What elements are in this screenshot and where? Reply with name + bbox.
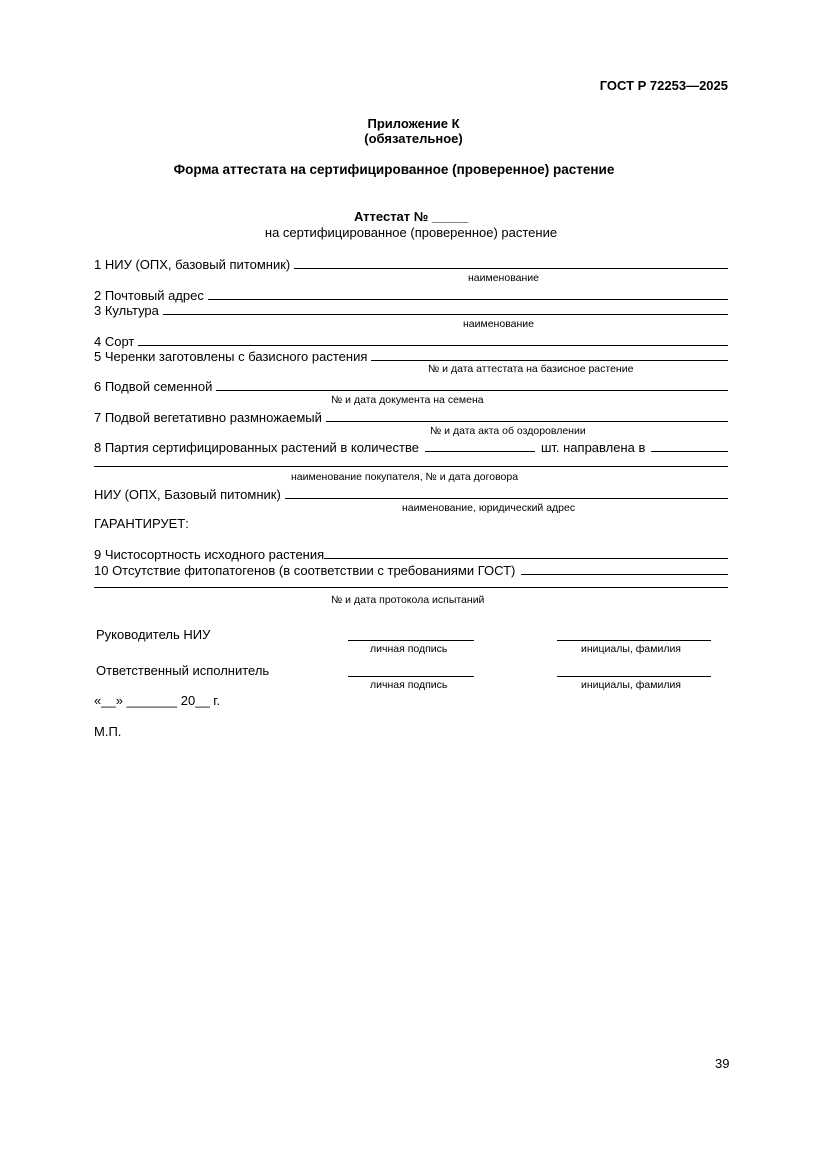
- field-8-row: [94, 439, 728, 455]
- field-10-line[interactable]: [521, 562, 728, 575]
- field-8-middle-text: шт. направлена в: [540, 440, 646, 455]
- field-5-label: 5 Черенки заготовлены с базисного растения: [94, 349, 368, 364]
- executor-sign-hint: личная подпись: [370, 679, 448, 691]
- field-3-label: 3 Культура: [94, 303, 159, 318]
- field-4-line[interactable]: [138, 333, 728, 346]
- guarantees-label: ГАРАНТИРУЕТ:: [94, 516, 189, 531]
- field-8-quantity-line[interactable]: [425, 439, 535, 452]
- field-7-label: 7 Подвой вегетативно размножаемый: [94, 410, 322, 425]
- certificate-subheading: на сертифицированное (проверенное) растение: [264, 225, 558, 240]
- standard-number: ГОСТ Р 72253—2025: [599, 78, 728, 93]
- field-7-line[interactable]: [326, 409, 728, 422]
- head-name-hint: инициалы, фамилия: [581, 643, 681, 655]
- niu-row: [94, 486, 728, 502]
- field-5-hint: № и дата аттестата на базисное растение: [428, 363, 634, 375]
- field-9-row: [94, 546, 728, 562]
- field-3-row: [94, 302, 728, 318]
- field-5-row: [94, 348, 728, 364]
- field-6-label: 6 Подвой семенной: [94, 379, 213, 394]
- certificate-heading: Аттестат № _____: [353, 209, 469, 224]
- stamp-place: М.П.: [94, 724, 122, 739]
- field-4-label: 4 Сорт: [94, 334, 135, 349]
- field-8-buyer-line[interactable]: [94, 466, 728, 467]
- field-1-row: [94, 256, 728, 272]
- page-number: 39: [715, 1056, 730, 1071]
- field-1-hint: наименование: [468, 272, 540, 284]
- field-6-hint: № и дата документа на семена: [331, 394, 484, 406]
- field-4-row: [94, 333, 728, 349]
- field-2-label: 2 Почтовый адрес: [94, 288, 204, 303]
- date-field[interactable]: «__» _______ 20__ г.: [94, 693, 221, 708]
- niu-line[interactable]: [285, 486, 728, 499]
- field-8-destination-line[interactable]: [651, 439, 728, 452]
- appendix-title: Приложение К: [367, 116, 460, 131]
- field-6-line[interactable]: [216, 378, 728, 391]
- executor-name-line[interactable]: [557, 676, 711, 677]
- field-8-hint: наименование покупателя, № и дата договора: [291, 471, 519, 483]
- field-10-row: [94, 562, 728, 578]
- appendix-status: (обязательное): [364, 131, 463, 146]
- field-1-line[interactable]: [294, 256, 728, 269]
- head-sign-hint: личная подпись: [370, 643, 448, 655]
- head-signature-line[interactable]: [348, 640, 474, 641]
- field-3-line[interactable]: [163, 302, 728, 315]
- field-7-hint: № и дата акта об оздоровлении: [430, 425, 586, 437]
- executor-label: Ответственный исполнитель: [96, 663, 270, 678]
- field-10-protocol-line[interactable]: [94, 587, 728, 588]
- field-5-line[interactable]: [371, 348, 728, 361]
- executor-name-hint: инициалы, фамилия: [581, 679, 681, 691]
- field-10-label: 10 Отсутствие фитопатогенов (в соответствии с требованиями ГОСТ): [94, 563, 516, 578]
- field-9-line[interactable]: [324, 546, 728, 559]
- field-3-hint: наименование: [463, 318, 535, 330]
- form-title: Форма аттестата на сертифицированное (проверенное) растение: [173, 162, 615, 177]
- niu-hint: наименование, юридический адрес: [402, 502, 576, 514]
- niu-label: НИУ (ОПХ, Базовый питомник): [94, 487, 281, 502]
- head-label: Руководитель НИУ: [96, 627, 211, 642]
- field-8-label: 8 Партия сертифицированных растений в количестве: [94, 440, 419, 455]
- field-2-line[interactable]: [208, 287, 728, 300]
- executor-signature-line[interactable]: [348, 676, 474, 677]
- field-7-row: [94, 409, 728, 425]
- field-6-row: [94, 378, 728, 394]
- field-2-row: [94, 287, 728, 303]
- field-9-label: 9 Чистосортность исходного растения: [94, 547, 325, 562]
- field-1-label: 1 НИУ (ОПХ, базовый питомник): [94, 257, 291, 272]
- head-name-line[interactable]: [557, 640, 711, 641]
- field-10-hint: № и дата протокола испытаний: [331, 594, 485, 606]
